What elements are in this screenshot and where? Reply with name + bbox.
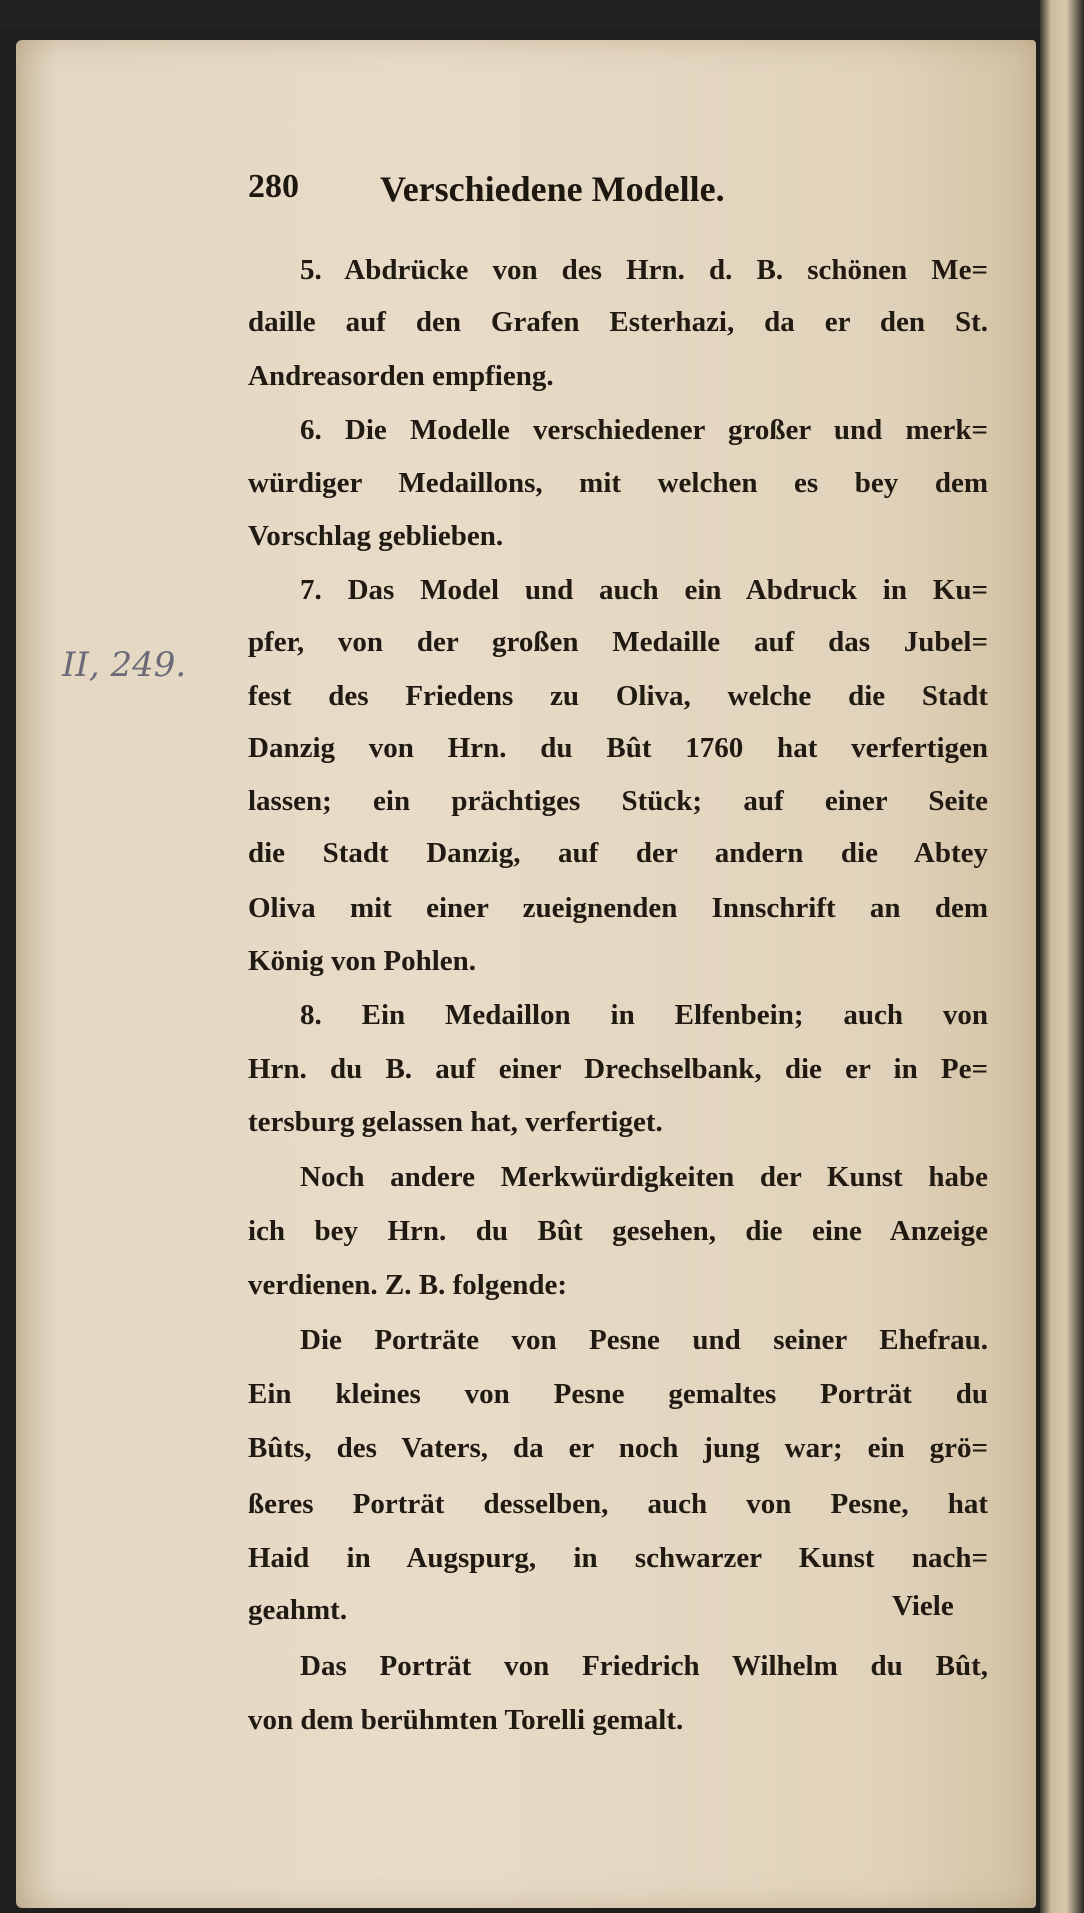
text-line: die Stadt Danzig, auf der andern die Abtey	[248, 837, 988, 869]
text-line: 8. Ein Medaillon in Elfenbein; auch von	[300, 999, 988, 1031]
page-edge	[1040, 0, 1084, 1913]
text-line: lassen; ein prächtiges Stück; auf einer Seite	[248, 785, 988, 817]
text-line: daille auf den Grafen Esterhazi, da er den St.	[248, 306, 988, 338]
text-line: König von Pohlen.	[248, 945, 477, 977]
text-line: fest des Friedens zu Oliva, welche die Stadt	[248, 680, 988, 712]
text-line: Oliva mit einer zueignenden Innschrift an dem	[248, 892, 988, 924]
running-header	[248, 168, 988, 214]
text-line: Haid in Augspurg, in schwarzer Kunst nach=	[248, 1542, 988, 1574]
scan-background-top	[0, 0, 1084, 30]
text-line: 5. Abdrücke von des Hrn. d. B. schönen Me=	[300, 254, 988, 286]
catchword: Viele	[892, 1590, 954, 1622]
text-line: Das Porträt von Friedrich Wilhelm du Bût,	[300, 1650, 988, 1682]
text-line: geahmt.	[248, 1594, 348, 1626]
text-line: Ein kleines von Pesne gemaltes Porträt du	[248, 1378, 988, 1410]
text-line: Danzig von Hrn. du Bût 1760 hat verfertigen	[248, 732, 988, 764]
text-line: würdiger Medaillons, mit welchen es bey dem	[248, 467, 988, 499]
handwritten-margin-note: II, 249.	[62, 645, 187, 685]
text-line: verdienen. Z. B. folgende:	[248, 1269, 567, 1301]
text-line: 7. Das Model und auch ein Abdruck in Ku=	[300, 574, 988, 606]
text-line: pfer, von der großen Medaille auf das Jubel=	[248, 626, 988, 658]
text-line: ßeres Porträt desselben, auch von Pesne, hat	[248, 1488, 988, 1520]
text-line: Bûts, des Vaters, da er noch jung war; ein grö=	[248, 1432, 988, 1464]
page-number: 280	[248, 168, 299, 205]
text-line: von dem berühmten Torelli gemalt.	[248, 1704, 684, 1736]
text-line: Hrn. du B. auf einer Drechselbank, die er in Pe=	[248, 1053, 988, 1085]
text-line: tersburg gelassen hat, verfertiget.	[248, 1106, 663, 1138]
text-line: Andreasorden empfieng.	[248, 360, 554, 392]
text-line: Vorschlag geblieben.	[248, 520, 504, 552]
text-line: Noch andere Merkwürdigkeiten der Kunst habe	[300, 1161, 988, 1193]
text-line: Die Porträte von Pesne und seiner Ehefrau.	[300, 1324, 988, 1356]
text-line: ich bey Hrn. du Bût gesehen, die eine Anzeige	[248, 1215, 988, 1247]
running-title: Verschiedene Modelle.	[380, 169, 725, 209]
text-line: 6. Die Modelle verschiedener großer und merk=	[300, 414, 988, 446]
